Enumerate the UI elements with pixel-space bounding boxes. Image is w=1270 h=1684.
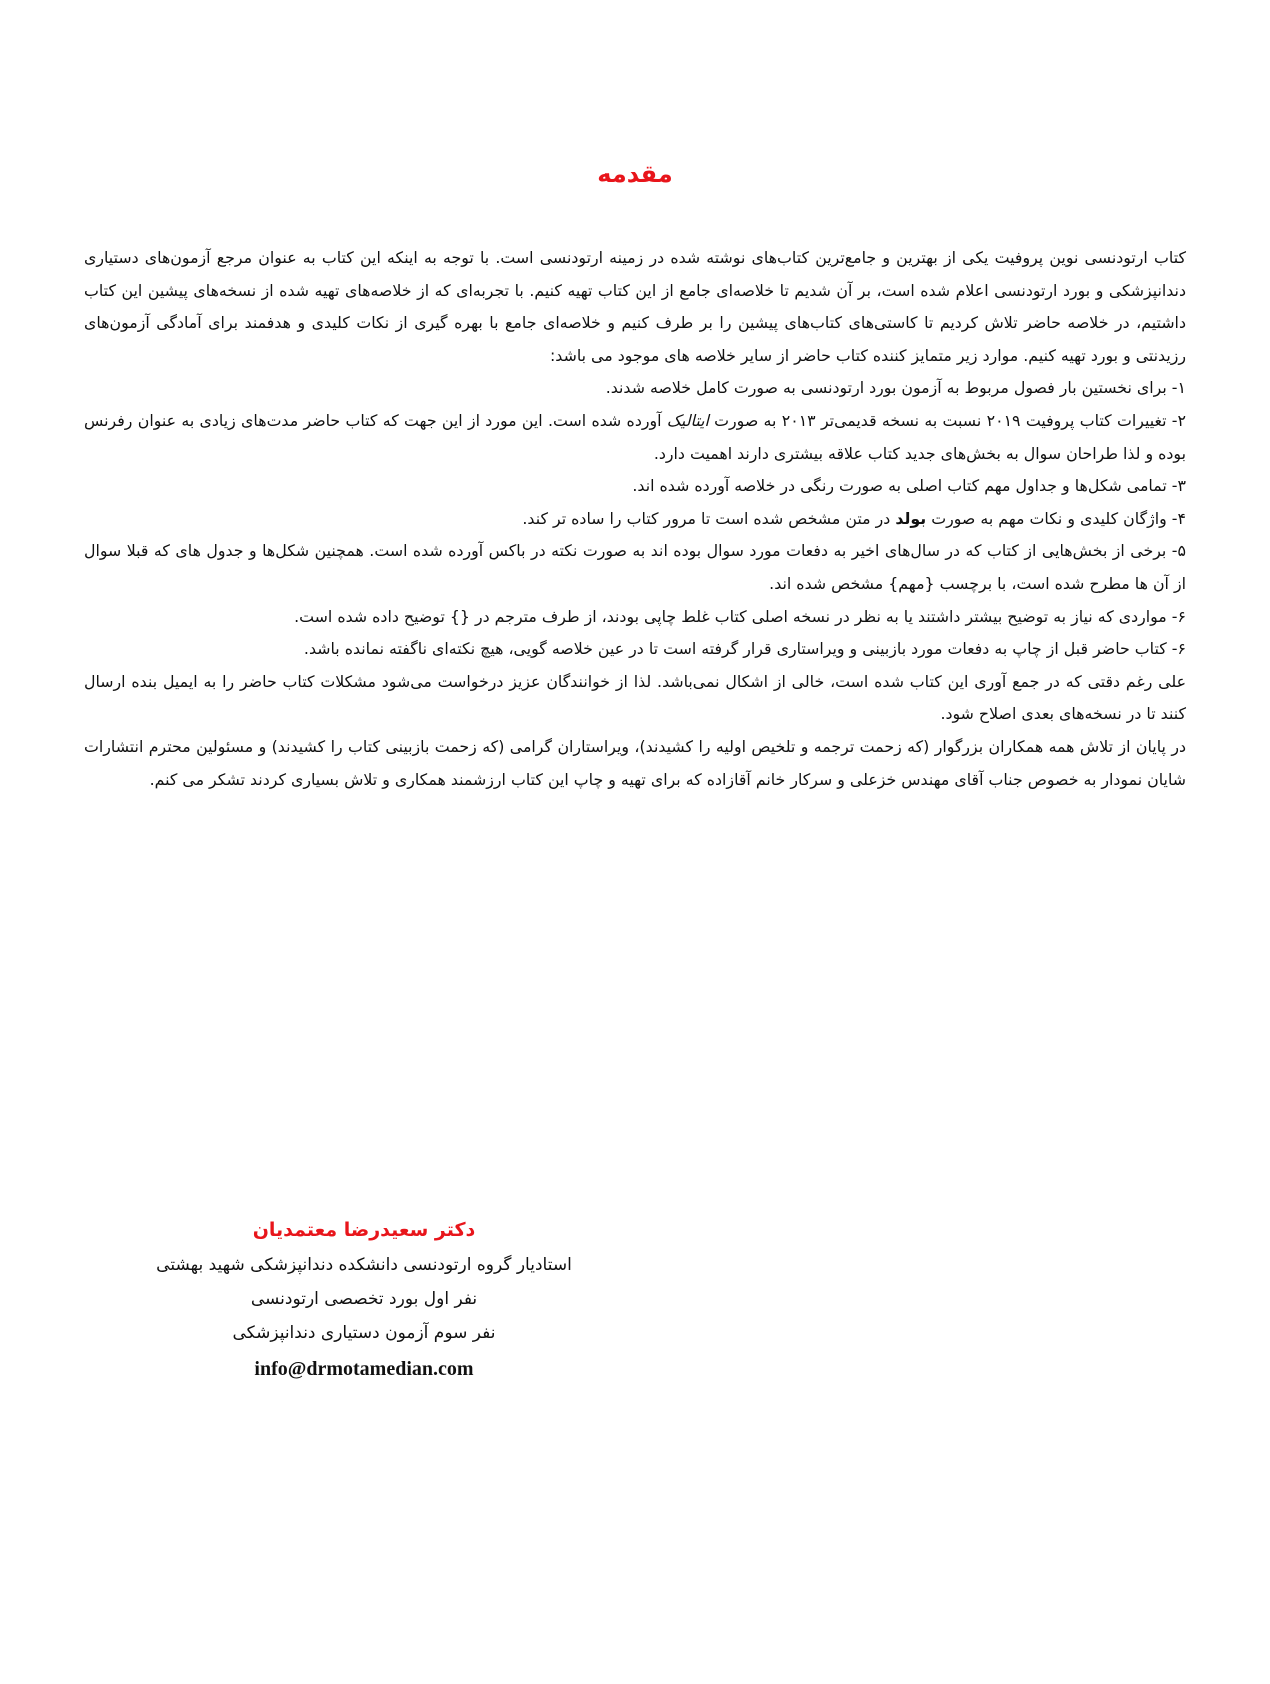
bold-word: بولد	[895, 508, 927, 528]
list-item-1: ۱- برای نخستین بار فصول مربوط به آزمون بورد ارتودنسی به صورت کامل خلاصه شدند.	[605, 378, 1186, 398]
introduction-body	[84, 242, 1186, 796]
signature-block	[84, 1212, 644, 1388]
list-item-4	[84, 503, 1186, 536]
author-title-line: نفر سوم آزمون دستیاری دندانپزشکی	[232, 1323, 496, 1343]
italic-word: ایتالیک	[666, 410, 709, 430]
author-title-line: استادیار گروه ارتودنسی دانشکده دندانپزشکی شهید بهشتی	[156, 1255, 572, 1275]
acknowledgement-paragraph: در پایان از تلاش همه همکاران بزرگوار (که زحمت ترجمه و تلخیص اولیه را کشیدند)، ویراستاران گرامی (که زحمت بازبینی کتاب را کشیدند) و مسئولین محترم انتشارات شایان نمودار به خصوص جناب آقای مهندس خزعلی و سرکار خانم آقازاده که برای تهیه و چاپ این کتاب ارزشمند همکاری و تلاش بسیاری کردند تشکر می کنم.	[84, 736, 1186, 789]
author-name: دکتر سعیدرضا معتمدیان	[252, 1219, 476, 1241]
list-item-2-text-before: ۲- تغییرات کتاب پروفیت ۲۰۱۹ نسبت به نسخه قدیمی‌تر ۲۰۱۳ به صورت	[708, 410, 1186, 430]
author-title-line: نفر اول بورد تخصصی ارتودنسی	[250, 1289, 478, 1309]
errata-paragraph: علی رغم دقتی که در جمع آوری این کتاب شده است، خالی از اشکال نمی‌باشد. لذا از خوانندگان عزیز درخواست می‌شود مشکلات کتاب حاضر را به ایمیل بنده ارسال کنند تا در نسخه‌های بعدی اصلاح شود.	[84, 671, 1186, 724]
list-item-2-text-after: آورده شده است. این مورد از این جهت که کتاب حاضر مدت‌های زیادی به عنوان رفرنس بوده و لذا طراحان سوال به بخش‌های جدید کتاب علاقه بیشتری دارند اهمیت دارد.	[84, 410, 1186, 463]
author-email: info@drmotamedian.com	[254, 1358, 474, 1380]
list-item-6b: ۶- کتاب حاضر قبل از چاپ به دفعات مورد بازبینی و ویراستاری قرار گرفته است تا در عین خلاصه گویی، هیچ نکته‌ای ناگفته نمانده باشد.	[303, 639, 1186, 659]
page-title: مقدمه	[597, 160, 673, 188]
list-item-3: ۳- تمامی شکل‌ها و جداول مهم کتاب اصلی به صورت رنگی در خلاصه آورده شده اند.	[632, 476, 1186, 496]
list-item-4-text-after: در متن مشخص شده است تا مرور کتاب را ساده تر کند.	[522, 508, 896, 528]
list-item-5: ۵- برخی از بخش‌هایی از کتاب که در سال‌های اخیر به دفعات مورد سوال بوده اند به صورت نکته در باکس آورده شده است. همچنین شکل‌ها و جدول های که قبلا سوال از آن ها مطرح شده است، با برچسب {مهم} مشخص شده اند.	[84, 541, 1186, 593]
list-item-2	[84, 405, 1186, 470]
list-item-4-text-before: ۴- واژگان کلیدی و نکات مهم به صورت	[926, 508, 1186, 528]
intro-paragraph: کتاب ارتودنسی نوین پروفیت یکی از بهترین و جامع‌ترین کتاب‌های نوشته شده در زمینه ارتودنسی است. با توجه به اینکه این کتاب به عنوان مرجع آزمون‌های دستیاری دندانپزشکی و بورد ارتودنسی اعلام شده است، بر آن شدیم تا خلاصه‌ای جامع از این کتاب تهیه کنیم. با تجربه‌ای که از خلاصه‌های تهیه شده از نسخه‌های پیشین این کتاب داشتیم، در خلاصه حاضر تلاش کردیم تا کاستی‌های کتاب‌های پیشین را بر طرف کنیم و خلاصه‌ای جامع با بهره گیری از نکات کلیدی و هدفمند برای آمادگی آزمون‌های رزیدنتی و بورد تهیه کنیم. موارد زیر متمایز کننده کتاب حاضر از سایر خلاصه های موجود می باشد:	[84, 248, 1186, 365]
list-item-6a: ۶- مواردی که نیاز به توضیح بیشتر داشتند یا به نظر در نسخه اصلی کتاب غلط چاپی بودند، از طرف مترجم در {} توضیح داده شده است.	[294, 606, 1186, 626]
